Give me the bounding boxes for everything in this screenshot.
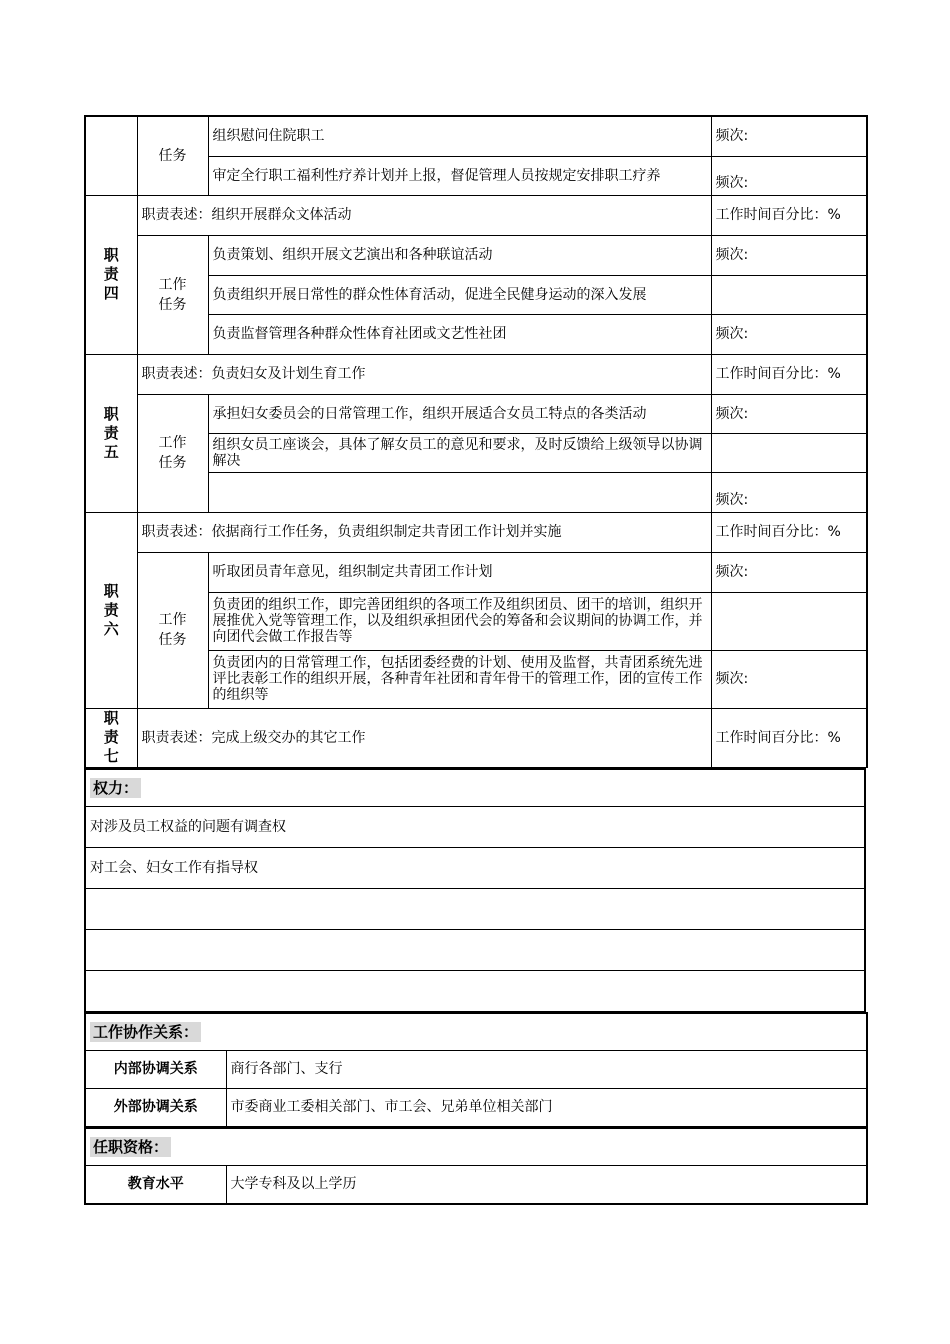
duty3-task-row: [85, 116, 867, 156]
duty6-pct: 工作时间百分比：%: [711, 512, 867, 552]
duty3-task-label: 任务: [137, 116, 208, 195]
duty5-freq-3: 频次:: [711, 472, 867, 512]
duty6-task-1: 听取团员青年意见，组织制定共青团工作计划: [208, 552, 711, 592]
education-value: 大学专科及以上学历: [226, 1166, 867, 1204]
education-label: 教育水平: [85, 1166, 226, 1204]
duty6-task-3: 负责团内的日常管理工作，包括团委经费的计划、使用及监督，共青团系统先进评比表彰工作的组织开展，各种青年社团和青年骨干的管理工作，团的宣传工作的组织等: [208, 650, 711, 708]
duty6-task-2: 负责团的组织工作，即完善团组织的各项工作及组织团员、团干的培训，组织开展推优入党等管理工作，以及组织承担团代会的筹备和会议期间的协调工作，并向团代会做工作报告等: [208, 592, 711, 650]
duty5-freq-1: 频次:: [711, 394, 867, 433]
job-description-page: [84, 115, 866, 1205]
duty3-task-1: 组织慰问住院职工: [208, 116, 711, 156]
internal-relation-label: 内部协调关系: [85, 1050, 226, 1088]
power-item-5: [85, 971, 865, 1012]
duty4-task-row: [85, 235, 867, 275]
duty6-freq-1: 频次:: [711, 552, 867, 592]
duty6-freq-2: [711, 592, 867, 650]
duty7-statement-row: [85, 708, 867, 767]
duty5-statement-row: [85, 354, 867, 394]
power-item-1: 对涉及员工权益的问题有调查权: [85, 807, 865, 848]
duty5-task-3: [208, 472, 711, 512]
duty4-task-label: 工作 任务: [137, 235, 208, 354]
duty7-statement: 职责表述：完成上级交办的其它工作: [137, 708, 711, 767]
internal-relation-value: 商行各部门、支行: [226, 1050, 867, 1088]
duty4-pct: 工作时间百分比：%: [711, 195, 867, 235]
duty6-statement-row: [85, 512, 867, 552]
duty5-task-1: 承担妇女委员会的日常管理工作，组织开展适合女员工特点的各类活动: [208, 394, 711, 433]
duty6-freq-3: 频次:: [711, 650, 867, 708]
duty5-task-row: [85, 394, 867, 433]
duty4-statement: 职责表述：组织开展群众文体活动: [137, 195, 711, 235]
duty4-task-2: 负责组织开展日常性的群众性体育活动，促进全民健身运动的深入发展: [208, 275, 711, 314]
duty4-statement-row: [85, 195, 867, 235]
duty3-label-cell: [85, 116, 137, 195]
power-item-3: [85, 889, 865, 930]
duty6-task-row: [85, 552, 867, 592]
duty6-label: 职 责 六: [85, 512, 137, 708]
duty4-label: 职 责 四: [85, 195, 137, 354]
external-relation-value: 市委商业工委相关部门、市工会、兄弟单位相关部门: [226, 1088, 867, 1126]
duty6-statement: 职责表述：依据商行工作任务，负责组织制定共青团工作计划并实施: [137, 512, 711, 552]
duty5-label: 职 责 五: [85, 354, 137, 512]
duty6-task-label: 工作 任务: [137, 552, 208, 708]
duty4-task-3: 负责监督管理各种群众性体育社团或文艺性社团: [208, 314, 711, 354]
power-title: 权力：: [85, 769, 865, 807]
qualification-table: [84, 1127, 868, 1205]
duty5-statement: 职责表述：负责妇女及计划生育工作: [137, 354, 711, 394]
duty4-task-1: 负责策划、组织开展文艺演出和各种联谊活动: [208, 235, 711, 275]
duty4-freq-2: [711, 275, 867, 314]
duty5-task-label: 工作 任务: [137, 394, 208, 512]
duty3-freq-2: 频次:: [711, 156, 867, 195]
duty5-task-2: 组织女员工座谈会，具体了解女员工的意见和要求，及时反馈给上级领导以协调解决: [208, 433, 711, 472]
duty5-freq-2: [711, 433, 867, 472]
power-item-2: 对工会、妇女工作有指导权: [85, 848, 865, 889]
external-relation-label: 外部协调关系: [85, 1088, 226, 1126]
duty3-task-2: 审定全行职工福利性疗养计划并上报，督促管理人员按规定安排职工疗养: [208, 156, 711, 195]
duty7-label: 职 责 七: [85, 708, 137, 767]
duty3-freq-1: 频次:: [711, 116, 867, 156]
duty4-freq-1: 频次:: [711, 235, 867, 275]
power-table: [84, 768, 866, 1013]
qualification-title: 任职资格：: [85, 1128, 867, 1166]
cooperation-table: [84, 1012, 868, 1127]
cooperation-title: 工作协作关系：: [85, 1013, 867, 1050]
duty5-pct: 工作时间百分比：%: [711, 354, 867, 394]
duty4-freq-3: 频次:: [711, 314, 867, 354]
duty7-pct: 工作时间百分比：%: [711, 708, 867, 767]
power-item-4: [85, 930, 865, 971]
duties-table: [84, 115, 868, 768]
